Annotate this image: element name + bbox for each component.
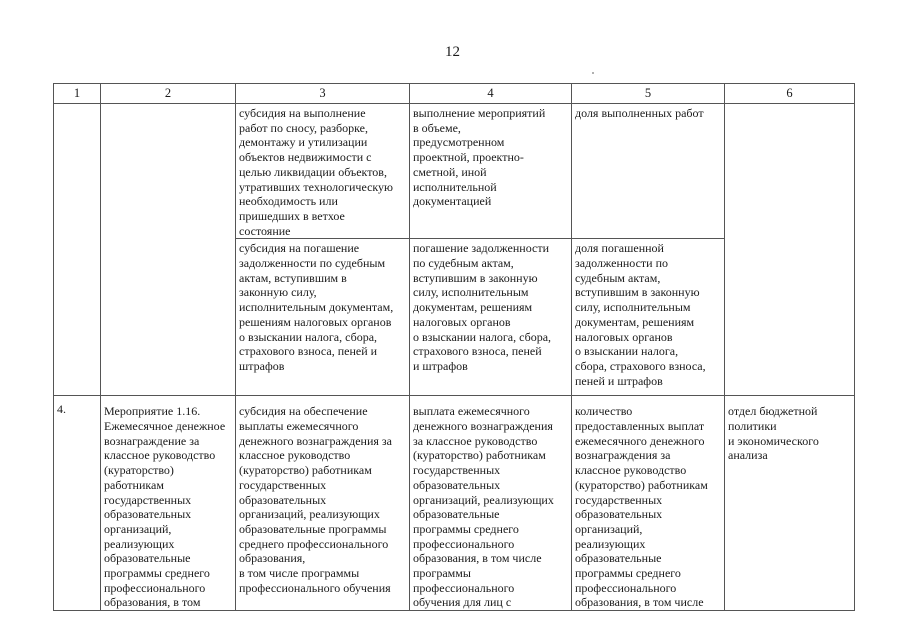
- indicator-text: количество предоставленных выплат ежемесячного денежного вознаграждения за классное руководство (кураторство) работникам государственных образовательных организаций, реализующих образовательные программы среднего профессионального образования, в том числе: [575, 404, 708, 610]
- indicator-text: доля выполненных работ: [575, 106, 704, 120]
- result-text: выплата ежемесячного денежного вознаграждения за классное руководство (кураторство) работникам государственных образовательных организаций, реализующих образовательные программы среднего профессионального образования, в том числе программы профессионального обучения для лиц с: [413, 404, 554, 610]
- measure-text: Мероприятие 1.16. Ежемесячное денежное вознаграждение за классное руководство (кураторство) работникам государственных образовательных организаций, реализующих образовательные программы среднего профессионального образования, в том: [104, 404, 226, 610]
- indicator-cell: [572, 396, 725, 611]
- result-text: выполнение мероприятий в объеме, предусмотренном проектной, проектно- сметной, иной исполнительной документацией: [413, 106, 546, 209]
- header-cell-2: 2: [101, 84, 236, 104]
- result-cell: [410, 239, 572, 396]
- measure-cell: [101, 104, 236, 396]
- subsidy-cell: [236, 396, 410, 611]
- header-cell-1: 1: [54, 84, 101, 104]
- subsidy-text: субсидия на выполнение работ по сносу, разборке, демонтажу и утилизации объектов недвижимости с целью ликвидации объектов, утративших технологическую необходимость или пришедших в ветхое состояние: [239, 106, 394, 238]
- header-cell-6: 6: [725, 84, 855, 104]
- indicator-cell: [572, 104, 725, 239]
- indicator-cell: [572, 239, 725, 396]
- header-cell-3: 3: [236, 84, 410, 104]
- responsible-text: отдел бюджетной политики и экономического анализа: [728, 404, 819, 463]
- subsidy-cell: [236, 239, 410, 396]
- indicator-text: доля погашенной задолженности по судебным актам, вступившим в законную силу, исполнительным документам, решениям налоговых органов о взыскании налога, сбора, страхового взноса, пеней и штрафов: [575, 241, 706, 388]
- result-cell: [410, 104, 572, 239]
- table-row: [54, 396, 855, 611]
- table-header-row: [54, 84, 855, 104]
- subsidy-cell: [236, 104, 410, 239]
- row-number-cell: [54, 396, 101, 611]
- measure-text: [104, 104, 232, 106]
- page-number: 12: [445, 44, 460, 60]
- row-number: [57, 104, 97, 106]
- header-cell-4: 4: [410, 84, 572, 104]
- result-cell: [410, 396, 572, 611]
- row-number: 4.: [57, 402, 66, 417]
- subsidy-text: субсидия на обеспечение выплаты ежемесячного денежного вознаграждения за классное руководство (кураторство) работникам государственных образовательных организаций, реализующих образовательные программы среднего профессионального образования, в том числе программы профессионального обучения: [239, 404, 392, 595]
- result-text: погашение задолженности по судебным актам, вступившим в законную силу, исполнительным документам, решениям налоговых органов о взыскании налога, сбора, страхового взноса, пеней и штрафов: [413, 241, 552, 373]
- document-table: [53, 83, 855, 611]
- subsidy-text: субсидия на погашение задолженности по судебным актам, вступившим в законную силу, исполнительным документам, решениям налоговых органов о взыскании налога, сбора, страхового взноса, пеней и штрафов: [239, 241, 394, 373]
- responsible-text: [728, 104, 851, 106]
- header-cell-5: 5: [572, 84, 725, 104]
- table-row: [54, 104, 855, 239]
- responsible-cell: [725, 104, 855, 396]
- responsible-cell: [725, 396, 855, 611]
- measure-cell: [101, 396, 236, 611]
- row-number-cell: [54, 104, 101, 396]
- scan-speck: [592, 72, 594, 74]
